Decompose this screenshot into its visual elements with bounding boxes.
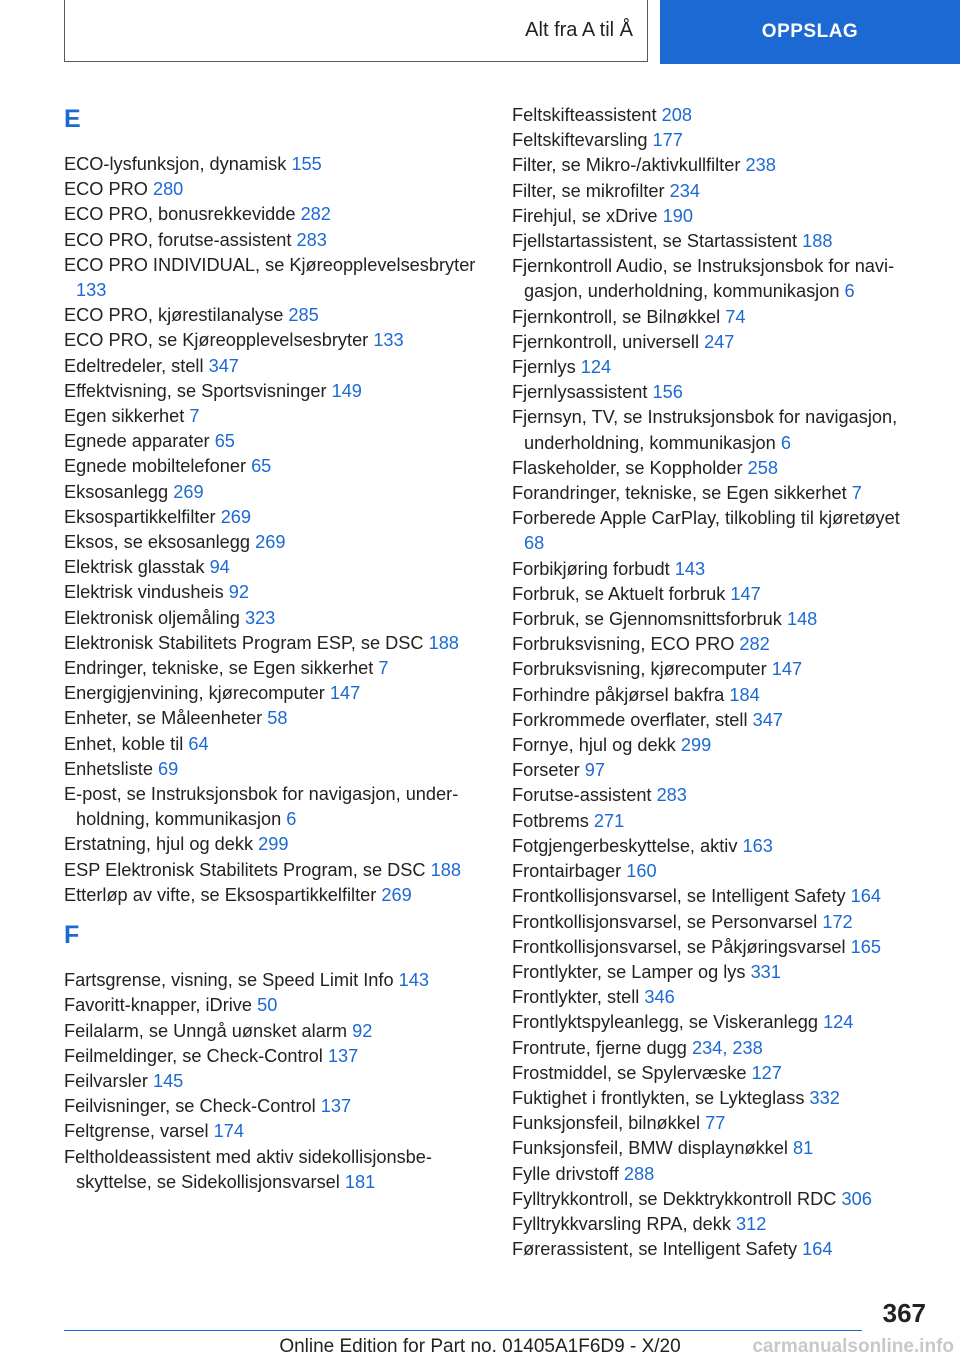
index-entry <box>512 456 922 481</box>
page-link[interactable]: 81 <box>793 1138 814 1159</box>
page-link[interactable]: 306 <box>841 1188 872 1209</box>
entry-text: Frontlykter, se Lamper og lys <box>512 961 746 982</box>
page-link[interactable]: 6 <box>780 432 791 453</box>
entry-text: Feilvisninger, se Check-Control <box>64 1096 316 1117</box>
index-entry <box>512 557 922 582</box>
page-link[interactable]: 165 <box>850 936 881 957</box>
entry-text: Erstatning, hjul og dekk <box>64 834 254 855</box>
index-entry <box>64 1145 484 1195</box>
page-link[interactable]: 137 <box>320 1096 352 1117</box>
index-entry <box>64 1069 484 1094</box>
page-link[interactable]: 299 <box>680 735 712 756</box>
entry-text: Fjernlys <box>512 357 576 378</box>
index-entry <box>512 405 922 455</box>
index-entry <box>512 834 922 859</box>
index-entry <box>512 1061 922 1086</box>
page-link[interactable]: 247 <box>704 331 735 352</box>
entry-text: Feilalarm, se Unngå uønsket alarm <box>64 1020 348 1041</box>
entry-text: Forbruksvisning, ECO PRO <box>512 634 735 655</box>
index-entry <box>64 580 484 605</box>
index-entry <box>64 1019 484 1044</box>
page-link[interactable]: 133 <box>76 280 107 301</box>
entry-text: Fjellstartassistent, se Startassistent <box>512 231 798 252</box>
section-title: Alt fra A til Å <box>525 19 633 41</box>
page-link[interactable]: 147 <box>730 583 761 604</box>
oppslag-tab[interactable] <box>660 0 960 64</box>
index-entry <box>512 1036 922 1061</box>
entry-text: Energigjenvining, kjørecomputer <box>64 683 325 704</box>
index-entry <box>512 809 922 834</box>
page-link[interactable]: 299 <box>258 834 289 855</box>
entry-text: Firehjul, se xDrive <box>512 205 658 226</box>
page-link[interactable]: 323 <box>244 607 276 628</box>
page-link[interactable]: 143 <box>398 970 429 991</box>
entry-text: Fjernkontroll Audio, se Instruksjonsbok for navigasjon, underholdning, kommunikasjon <box>512 256 895 302</box>
entry-text: Fylltrykkvarsling RPA, dekk <box>512 1213 731 1234</box>
page-link[interactable]: 68 <box>524 533 545 554</box>
entry-text: Fotbrems <box>512 810 589 831</box>
entry-text: Favoritt-knapper, iDrive <box>64 995 253 1016</box>
page-link[interactable]: 7 <box>189 406 200 427</box>
page-link[interactable]: 127 <box>751 1062 782 1083</box>
page-link[interactable]: 77 <box>705 1113 726 1134</box>
section-letter: F <box>64 921 80 950</box>
entry-text: Elektrisk glasstak <box>64 557 205 578</box>
page-link[interactable]: 50 <box>257 995 278 1016</box>
index-entry <box>512 985 922 1010</box>
entry-text: Frontairbager <box>512 861 622 882</box>
index-entry <box>64 177 484 202</box>
entry-text: Forandringer, tekniske, se Egen sikkerhet <box>512 483 847 504</box>
page-link[interactable]: 124 <box>823 1012 854 1033</box>
index-entry <box>512 607 922 632</box>
page-link[interactable]: 6 <box>286 809 297 830</box>
page-number: 367 <box>882 1298 926 1328</box>
entry-text: Egnede mobiltelefoner <box>64 456 246 477</box>
index-entry <box>64 505 484 530</box>
page-link[interactable]: 74 <box>725 306 746 327</box>
index-entry <box>512 582 922 607</box>
page-link[interactable]: 238 <box>745 155 776 176</box>
entry-text: Filter, se mikrofilter <box>512 180 665 201</box>
page-link[interactable]: 181 <box>344 1171 376 1192</box>
entry-text: Frontlykter, stell <box>512 987 640 1008</box>
index-entry <box>512 179 922 204</box>
index-entry <box>512 355 922 380</box>
page-link[interactable]: 147 <box>329 683 361 704</box>
index-entry <box>64 706 484 731</box>
entry-text: Feltgrense, varsel <box>64 1121 209 1142</box>
entry-text: Effektvisning, se Sportsvisninger <box>64 380 327 401</box>
entry-text: Filter, se Mikro-/aktivkullfilter <box>512 155 741 176</box>
page-link[interactable]: 172 <box>822 911 853 932</box>
index-entry <box>512 657 922 682</box>
entry-text: ESP Elektronisk Stabilitets Program, se DSC <box>64 859 426 880</box>
index-entry <box>512 859 922 884</box>
page-link[interactable]: 164 <box>850 886 882 907</box>
page-link[interactable]: 7 <box>851 483 862 504</box>
page-link[interactable]: 269 <box>255 532 286 553</box>
entry-text: E-post, se Instruksjonsbok for navigasjon, underholdning, kommunikasjon <box>64 784 459 830</box>
index-column-right <box>512 103 922 1272</box>
index-entry <box>64 631 484 656</box>
entry-text: Feltskifteassistent <box>512 105 657 125</box>
page-link[interactable]: 65 <box>214 431 235 452</box>
entry-text: Forbruksvisning, kjørecomputer <box>512 659 767 680</box>
index-entry <box>512 330 922 355</box>
index-column-left <box>64 100 484 1205</box>
entry-text: Forhindre påkjørsel bakfra <box>512 684 725 705</box>
entry-text: Egen sikkerhet <box>64 406 185 427</box>
page-link[interactable]: 269 <box>381 884 412 905</box>
page-link[interactable]: 164 <box>802 1239 833 1260</box>
index-entry <box>512 910 922 935</box>
section-title-tab[interactable] <box>64 0 648 62</box>
entry-text: Fylltrykkontroll, se Dekktrykkontroll RDC <box>512 1188 837 1209</box>
page-link[interactable]: 143 <box>674 558 706 579</box>
entry-text: Feltholdeassistent med aktiv sidekollisjonsbeskyttelse, se Sidekollisjonsvarsel <box>64 1146 432 1192</box>
page-link[interactable]: 133 <box>373 330 404 351</box>
entry-text: Forbikjøring forbudt <box>512 558 670 579</box>
page-link[interactable]: 283 <box>656 785 687 806</box>
entry-text: ECO PRO, forutse-assistent <box>64 229 292 250</box>
index-entry <box>64 883 484 908</box>
index-entry <box>64 606 484 631</box>
index-entry <box>64 555 484 580</box>
entry-text: Fornye, hjul og dekk <box>512 735 676 756</box>
page-link[interactable]: 92 <box>228 582 250 603</box>
page-link[interactable]: 208 <box>661 105 692 125</box>
index-entry <box>64 253 484 303</box>
index-entry <box>64 454 484 479</box>
page-link[interactable]: 269 <box>173 481 204 502</box>
entry-text: Fuktighet i frontlykten, se Lykteglass <box>512 1087 805 1108</box>
page-link[interactable]: 283 <box>296 229 327 250</box>
index-entry <box>64 832 484 857</box>
page-link[interactable]: 149 <box>331 380 362 401</box>
index-entry <box>512 935 922 960</box>
index-entry <box>64 1094 484 1119</box>
index-entry <box>512 204 922 229</box>
page-link[interactable]: 346 <box>644 987 675 1008</box>
entry-text: Eksosanlegg <box>64 481 169 502</box>
page-header <box>0 0 960 66</box>
entry-text: Frontkollisjonsvarsel, se Personvarsel <box>512 911 818 932</box>
footer-divider <box>64 1330 862 1331</box>
entry-text: Feilvarsler <box>64 1070 148 1091</box>
page-link[interactable]: 7 <box>378 658 389 679</box>
index-entry <box>512 1111 922 1136</box>
entry-text: ECO-lysfunksjon, dynamisk <box>64 154 287 174</box>
index-entry <box>512 783 922 808</box>
entry-text: Flaskeholder, se Koppholder <box>512 457 743 478</box>
page-link[interactable]: 64 <box>188 733 209 754</box>
entry-text: Førerassistent, se Intelligent Safety <box>512 1239 798 1260</box>
page-link[interactable]: 177 <box>652 130 683 151</box>
index-entry <box>64 732 484 757</box>
page-link[interactable]: 282 <box>300 204 331 225</box>
section-letter: E <box>64 105 81 133</box>
page-link[interactable]: 258 <box>747 457 778 478</box>
index-entry <box>64 152 484 177</box>
entry-text: Egnede apparater <box>64 431 210 452</box>
page-link[interactable]: 347 <box>752 709 783 730</box>
page-link[interactable]: 285 <box>288 305 319 326</box>
index-entry <box>64 1119 484 1144</box>
entry-text: Fjernkontroll, universell <box>512 331 699 352</box>
entry-text: Funksjonsfeil, BMW displaynøkkel <box>512 1138 788 1159</box>
index-entry <box>512 683 922 708</box>
edition-text: Online Edition for Part no. 01405A1F6D9 - X/20 <box>279 1336 681 1357</box>
page-link[interactable]: 332 <box>809 1087 840 1108</box>
entry-text: ECO PRO <box>64 179 148 200</box>
index-entry <box>512 1162 922 1187</box>
entry-text: Forutse-assistent <box>512 785 652 806</box>
entry-text: Enheter, se Måleenheter <box>64 708 263 729</box>
oppslag-tab-label: OPPSLAG <box>761 21 859 42</box>
entry-text: Fjernsyn, TV, se Instruksjonsbok for navigasjon, underholdning, kommunikasjon <box>512 407 898 453</box>
page-link[interactable]: 145 <box>152 1070 184 1091</box>
page-link[interactable]: 97 <box>584 760 606 781</box>
page-link[interactable]: 190 <box>662 205 693 226</box>
index-entry <box>512 1136 922 1161</box>
page-link[interactable]: 160 <box>626 861 657 882</box>
entry-text: Frontkollisjonsvarsel, se Intelligent Safety <box>512 886 846 907</box>
entry-text: Fylle drivstoff <box>512 1163 619 1184</box>
entry-text: Elektrisk vindusheis <box>64 582 224 603</box>
entry-text: ECO PRO, bonusrekkevidde <box>64 204 296 225</box>
page-link[interactable]: 188 <box>802 231 833 252</box>
entry-text: Enhet, koble til <box>64 733 184 754</box>
index-entry <box>64 480 484 505</box>
index-entry <box>64 782 484 832</box>
index-entry <box>512 758 922 783</box>
entry-text: Frontkollisjonsvarsel, se Påkjøringsvarsel <box>512 936 846 957</box>
index-entry <box>512 1212 922 1237</box>
page-link[interactable]: 280 <box>152 179 184 200</box>
entry-text: Etterløp av vifte, se Eksospartikkelfilter <box>64 884 377 905</box>
entry-text: Funksjonsfeil, bilnøkkel <box>512 1113 701 1134</box>
index-entry <box>512 153 922 178</box>
index-entry <box>64 429 484 454</box>
page-link[interactable]: 137 <box>327 1045 359 1066</box>
index-entry <box>512 128 922 153</box>
page-link[interactable]: 58 <box>267 708 288 729</box>
index-entry <box>64 530 484 555</box>
entry-text: ECO PRO INDIVIDUAL, se Kjøreopplevelsesbryter <box>64 254 476 275</box>
entry-text: Forbruk, se Gjennomsnittsforbruk <box>512 609 782 630</box>
entry-text: Forseter <box>512 760 580 781</box>
page-link[interactable]: 269 <box>220 506 252 527</box>
entry-text: Endringer, tekniske, se Egen sikkerhet <box>64 658 374 679</box>
index-entry <box>64 1044 484 1069</box>
page-link[interactable]: 65 <box>251 456 272 477</box>
index-entry <box>512 1237 922 1262</box>
index-entry <box>64 993 484 1018</box>
page-link[interactable]: 156 <box>652 382 683 403</box>
index-entry <box>512 884 922 909</box>
index-entry <box>64 404 484 429</box>
index-entry <box>512 733 922 758</box>
index-entry <box>512 103 922 128</box>
index-entry <box>512 254 922 304</box>
page-link[interactable]: 69 <box>158 758 179 779</box>
index-entry <box>512 506 922 556</box>
page-link[interactable]: 6 <box>844 281 855 302</box>
entry-text: Enhetsliste <box>64 758 153 779</box>
index-entry <box>512 708 922 733</box>
index-entry <box>64 202 484 227</box>
page-link[interactable]: 188 <box>428 632 459 653</box>
entry-text: Frontlyktspyleanlegg, se Viskeranlegg <box>512 1012 818 1033</box>
page-link[interactable]: 148 <box>786 609 818 630</box>
index-section <box>64 918 484 1195</box>
entry-text: Fotgjengerbeskyttelse, aktiv <box>512 835 738 856</box>
page-link[interactable]: 147 <box>771 659 803 680</box>
page-link[interactable]: 234 <box>669 180 701 201</box>
index-entry <box>512 1187 922 1212</box>
index-entry <box>64 858 484 883</box>
watermark: carmanualsonline.info <box>752 1336 954 1357</box>
index-entry <box>64 328 484 353</box>
entry-text: Frostmiddel, se Spylervæske <box>512 1062 747 1083</box>
index-entry <box>512 1010 922 1035</box>
page-link[interactable]: 155 <box>291 154 322 174</box>
index-entry <box>512 1086 922 1111</box>
page-link[interactable]: 234, 238 <box>691 1037 763 1058</box>
entry-text: Forbruk, se Aktuelt forbruk <box>512 583 726 604</box>
index-entry <box>512 481 922 506</box>
entry-text: ECO PRO, se Kjøreopplevelsesbryter <box>64 330 369 351</box>
index-entry <box>512 229 922 254</box>
entry-text: Forkrommede overflater, stell <box>512 709 748 730</box>
page-link[interactable]: 312 <box>736 1213 767 1234</box>
entry-text: ECO PRO, kjørestilanalyse <box>64 305 284 326</box>
index-entry <box>64 228 484 253</box>
index-entry <box>64 354 484 379</box>
page-link[interactable]: 174 <box>213 1121 244 1142</box>
page-link[interactable]: 94 <box>209 557 230 578</box>
page-link[interactable]: 188 <box>430 859 461 880</box>
entry-text: Fartsgrense, visning, se Speed Limit Info <box>64 970 394 991</box>
index-section <box>64 102 484 908</box>
entry-text: Feltskiftevarsling <box>512 130 648 151</box>
entry-text: Edeltredeler, stell <box>64 355 204 376</box>
page-link[interactable]: 347 <box>208 355 239 376</box>
index-entry <box>512 305 922 330</box>
entry-text: Feilmeldinger, se Check-Control <box>64 1045 323 1066</box>
index-entry <box>64 757 484 782</box>
index-entry <box>64 379 484 404</box>
page-link[interactable]: 331 <box>750 961 781 982</box>
page-link[interactable]: 271 <box>593 810 625 831</box>
index-entry <box>64 681 484 706</box>
entry-text: Elektronisk Stabilitets Program ESP, se DSC <box>64 632 424 653</box>
entry-text: Elektronisk oljemåling <box>64 607 240 628</box>
entry-text: Frontrute, fjerne dugg <box>512 1037 687 1058</box>
page-link[interactable]: 92 <box>352 1020 373 1041</box>
page-link[interactable]: 184 <box>729 684 760 705</box>
index-section <box>512 103 922 1262</box>
entry-text: Forberede Apple CarPlay, tilkobling til kjøretøyet <box>512 508 900 529</box>
page-link[interactable]: 282 <box>739 634 770 655</box>
page-link[interactable]: 124 <box>580 357 612 378</box>
index-entry <box>512 960 922 985</box>
index-entry <box>512 380 922 405</box>
index-entry <box>64 303 484 328</box>
entry-text: Eksos, se eksosanlegg <box>64 532 251 553</box>
entry-text: Fjernkontroll, se Bilnøkkel <box>512 306 721 327</box>
page-link[interactable]: 288 <box>623 1163 655 1184</box>
entry-text: Eksospartikkelfilter <box>64 506 216 527</box>
page-link[interactable]: 163 <box>742 835 773 856</box>
index-entry <box>64 656 484 681</box>
entry-text: Fjernlysassistent <box>512 382 648 403</box>
index-entry <box>64 968 484 993</box>
index-entry <box>512 632 922 657</box>
